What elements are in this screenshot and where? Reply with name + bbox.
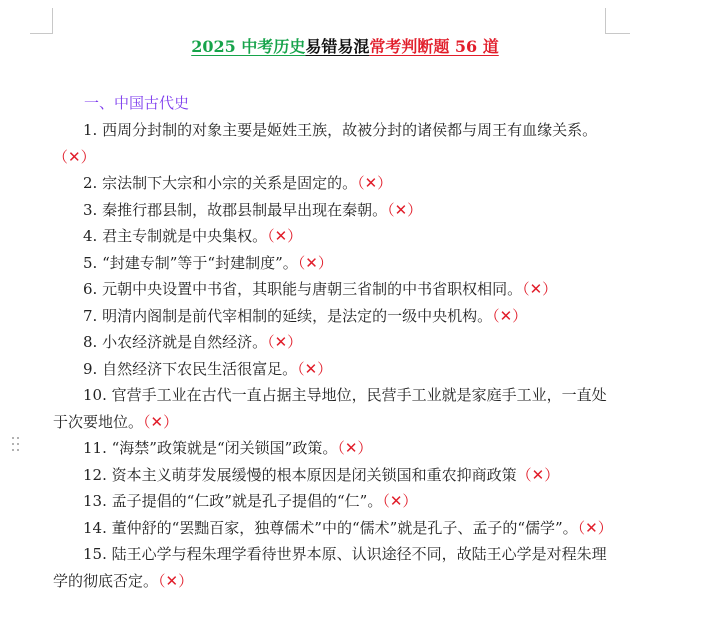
question-text: 自然经济下农民生活很富足。 [102,359,298,378]
question-item [53,276,613,303]
question-text: “海禁”政策就是“闭关锁国”政策。 [111,439,338,457]
wrong-mark: （✕） [577,518,613,537]
wrong-mark: （✕） [297,359,333,378]
question-list [53,117,613,594]
question-text: 元朝中央设置中书省，其职能与唐朝三省制的中书省职权相同。 [102,280,523,298]
question-text: “封建专制”等于“封建制度”。 [102,253,298,272]
question-number: 12. [83,465,107,484]
wrong-mark: （✕） [53,147,96,166]
question-item [53,382,613,435]
wrong-mark: （✕） [516,465,560,484]
wrong-mark: （✕） [267,227,303,245]
question-text: 西周分封制的对象主要是姬姓王族，故被分封的诸侯都与周王有血缘关系。 [102,121,598,139]
question-number: 2. [83,174,98,192]
question-number: 13. [83,492,107,510]
question-number: 9. [83,359,98,378]
question-number: 4. [83,227,98,245]
question-text: 陆王心学与程朱理学看待世界本原、认识途径不同，故陆王心学是对程朱理学的彻底否定。 [53,545,607,590]
question-number: 5. [83,253,98,272]
question-text: 明清内阁制是前代宰相制的延续，是法定的一级中央机构。 [102,306,493,325]
crop-mark-top-left-horizontal [30,33,53,34]
wrong-mark: （✕） [267,333,303,351]
question-number: 8. [83,333,98,351]
crop-mark-top-right-horizontal [605,33,630,34]
question-item [53,488,613,515]
question-text: 秦推行郡县制，故郡县制最早出现在秦朝。 [102,200,388,219]
wrong-mark: （✕） [158,571,194,590]
wrong-mark: （✕） [382,492,418,510]
question-item [53,250,613,277]
question-text: 宗法制下大宗和小宗的关系是固定的。 [102,174,358,192]
question-item [53,515,613,542]
question-item [53,435,613,462]
question-text: 孟子提倡的“仁政”就是孔子提倡的“仁”。 [111,492,383,510]
crop-mark-top-right [605,8,606,34]
question-item [53,329,613,356]
title-part-questions: 常考判断题 56 道 [369,37,499,56]
question-number: 6. [83,280,98,298]
wrong-mark: （✕） [337,439,373,457]
wrong-mark: （✕） [522,280,558,298]
question-number: 11. [83,439,107,457]
title-part-year: 2025 中考历史 [191,37,306,56]
section-heading: 一、中国古代史 [84,94,190,112]
question-number: 7. [83,306,98,325]
title-part-error-prone: 易错易混 [305,37,370,56]
document-title [0,36,690,58]
drag-handle-icon[interactable] [11,436,21,452]
wrong-mark: （✕） [143,412,179,431]
question-item [53,117,613,170]
wrong-mark: （✕） [492,306,528,325]
question-text: 君主专制就是中央集权。 [102,227,268,245]
question-number: 3. [83,200,98,219]
question-number: 14. [83,518,107,537]
question-item [53,197,613,224]
question-item [53,541,613,594]
wrong-mark: （✕） [387,200,423,219]
wrong-mark: （✕） [357,174,393,192]
question-item [53,462,613,489]
question-item [53,303,613,330]
question-text: 董仲舒的“罢黜百家，独尊儒术”中的“儒术”就是孔子、孟子的“儒学”。 [111,518,578,537]
question-text: 小农经济就是自然经济。 [102,333,268,351]
question-number: 10. [83,386,107,404]
crop-mark-top-left [52,8,53,34]
question-item [53,170,613,197]
question-text: 资本主义萌芽发展缓慢的根本原因是闭关锁国和重农抑商政策 [111,465,517,484]
question-item [53,223,613,250]
question-number: 15. [83,545,107,563]
wrong-mark: （✕） [297,253,333,272]
question-item [53,356,613,383]
question-text: 官营手工业在古代一直占据主导地位，民营手工业就是家庭手工业，一直处于次要地位。 [53,386,607,431]
question-number: 1. [83,121,98,139]
